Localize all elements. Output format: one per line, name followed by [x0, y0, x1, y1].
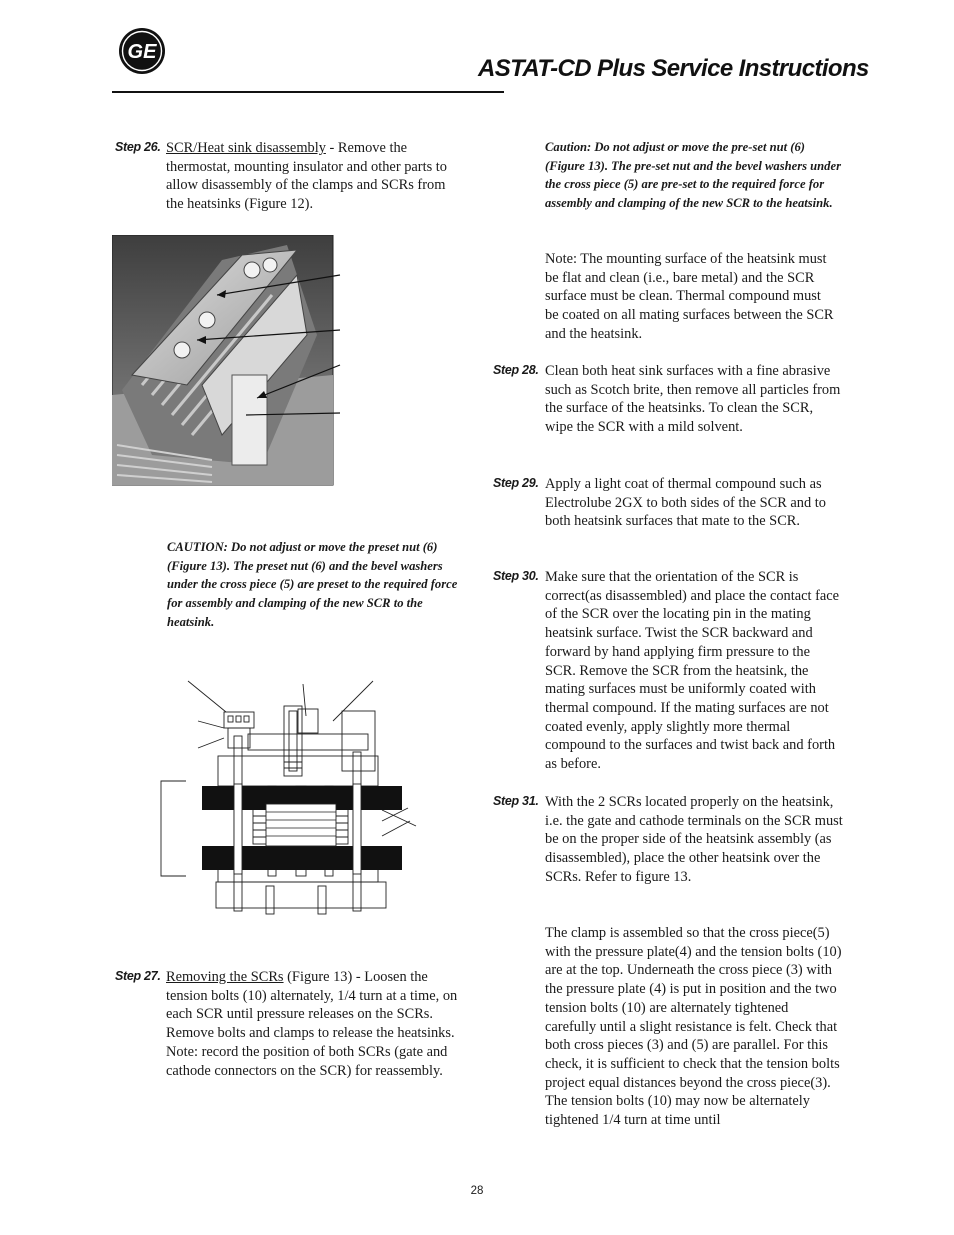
step-28-text: Clean both heat sink surfaces with a fine abrasive such as Scotch brite, then remove all particles from the surface of the heatsinks. To clean the SCR, wipe the SCR with a mild solvent.	[545, 363, 841, 436]
step-29-label: Step 29.	[493, 476, 539, 490]
step-26-heading: SCR/Heat sink disassembly	[166, 140, 326, 156]
clamp-paragraph: The clamp is assembled so that the cross piece(5) with the pressure plate(4) and the tension bolts (10) are at the top. Underneath the cross piece (3) with the pressure plate (4) is put in position and the two tension bolts (10) are alternately tightened carefully until a slight resistance is felt. Check that both cross pieces (3) and (5) are parallel. For this check, it is sufficient to check that the tension bolts project equal distances beyond the cross piece(3). The tension bolts (10) may now be alternately tightened 1/4 turn at time until	[545, 925, 842, 1129]
page-title: ASTAT-CD Plus Service Instructions	[478, 55, 869, 82]
left-caution: CAUTION: Do not adjust or move the preset nut (6) (Figure 13). The preset nut (6) and the bevel washers under the cross piece (5) are preset to the required force for assembly and clamping of the new SCR to the heatsink.	[167, 540, 458, 629]
step-26-body: - Remove the thermostat, mounting insulator and other parts to allow disassembly of the clamps and SCRs from the heatsinks (Figure 12).	[166, 140, 447, 213]
step-28-label: Step 28.	[493, 363, 539, 377]
step-27-label: Step 27.	[115, 969, 161, 983]
step-27-heading: Removing the SCRs	[166, 969, 284, 985]
page-number: 28	[470, 1185, 484, 1197]
right-caution: Caution: Do not adjust or move the pre-set nut (6) (Figure 13). The pre-set nut and the bevel washers under the cross piece (5) are pre-set to the required force for assembly and clamping of the new SCR to the heatsink.	[545, 140, 841, 211]
step-27-text	[166, 968, 466, 1080]
figure-12-photo	[112, 235, 352, 486]
heatsink-note: Note: The mounting surface of the heatsink must be flat and clean (i.e., bare metal) and the SCR surface must be clean. Thermal compound must be coated on all mating surfaces between the SCR and the heatsink.	[545, 251, 834, 342]
step-26-label: Step 26.	[115, 140, 161, 154]
figure-13-diagram	[158, 676, 418, 916]
step-31-label: Step 31.	[493, 794, 539, 808]
step-30-label: Step 30.	[493, 569, 539, 583]
step-30-text: Make sure that the orientation of the SCR is correct(as disassembled) and place the contact face of the SCR over the locating pin in the mating heatsink surface. Twist the SCR backward and forward by hand applying firm pressure to the SCR. Remove the SCR from the heatsink, the mating surfaces must be uniformly coated with thermal compound. If the mating surfaces are not coated evenly, apply slightly more thermal compound to the surfaces and twist back and forth as before.	[545, 569, 840, 773]
header-rule	[112, 91, 504, 93]
ge-logo	[118, 27, 166, 75]
ge-logo-text: GE	[127, 41, 157, 63]
step-29-text: Apply a light coat of thermal compound such as Electrolube 2GX to both sides of the SCR and to both heatsink surfaces that mate to the SCR.	[545, 476, 826, 530]
step-27-body: (Figure 13) - Loosen the tension bolts (10) alternately, 1/4 turn at a time, on each SCR until pressure releases on the SCRs. Remove bolts and clamps to release the heatsinks. Note: record the position of both SCRs (gate and cathode connectors on the SCR) for reassembly.	[166, 969, 458, 1079]
step-31-text: With the 2 SCRs located properly on the heatsink, i.e. the gate and cathode terminals on the SCR must be on the proper side of the heatsink assembly (as disassembled), place the other heatsink over the SCRs. Refer to figure 13.	[545, 794, 843, 885]
step-26-text	[166, 139, 466, 214]
